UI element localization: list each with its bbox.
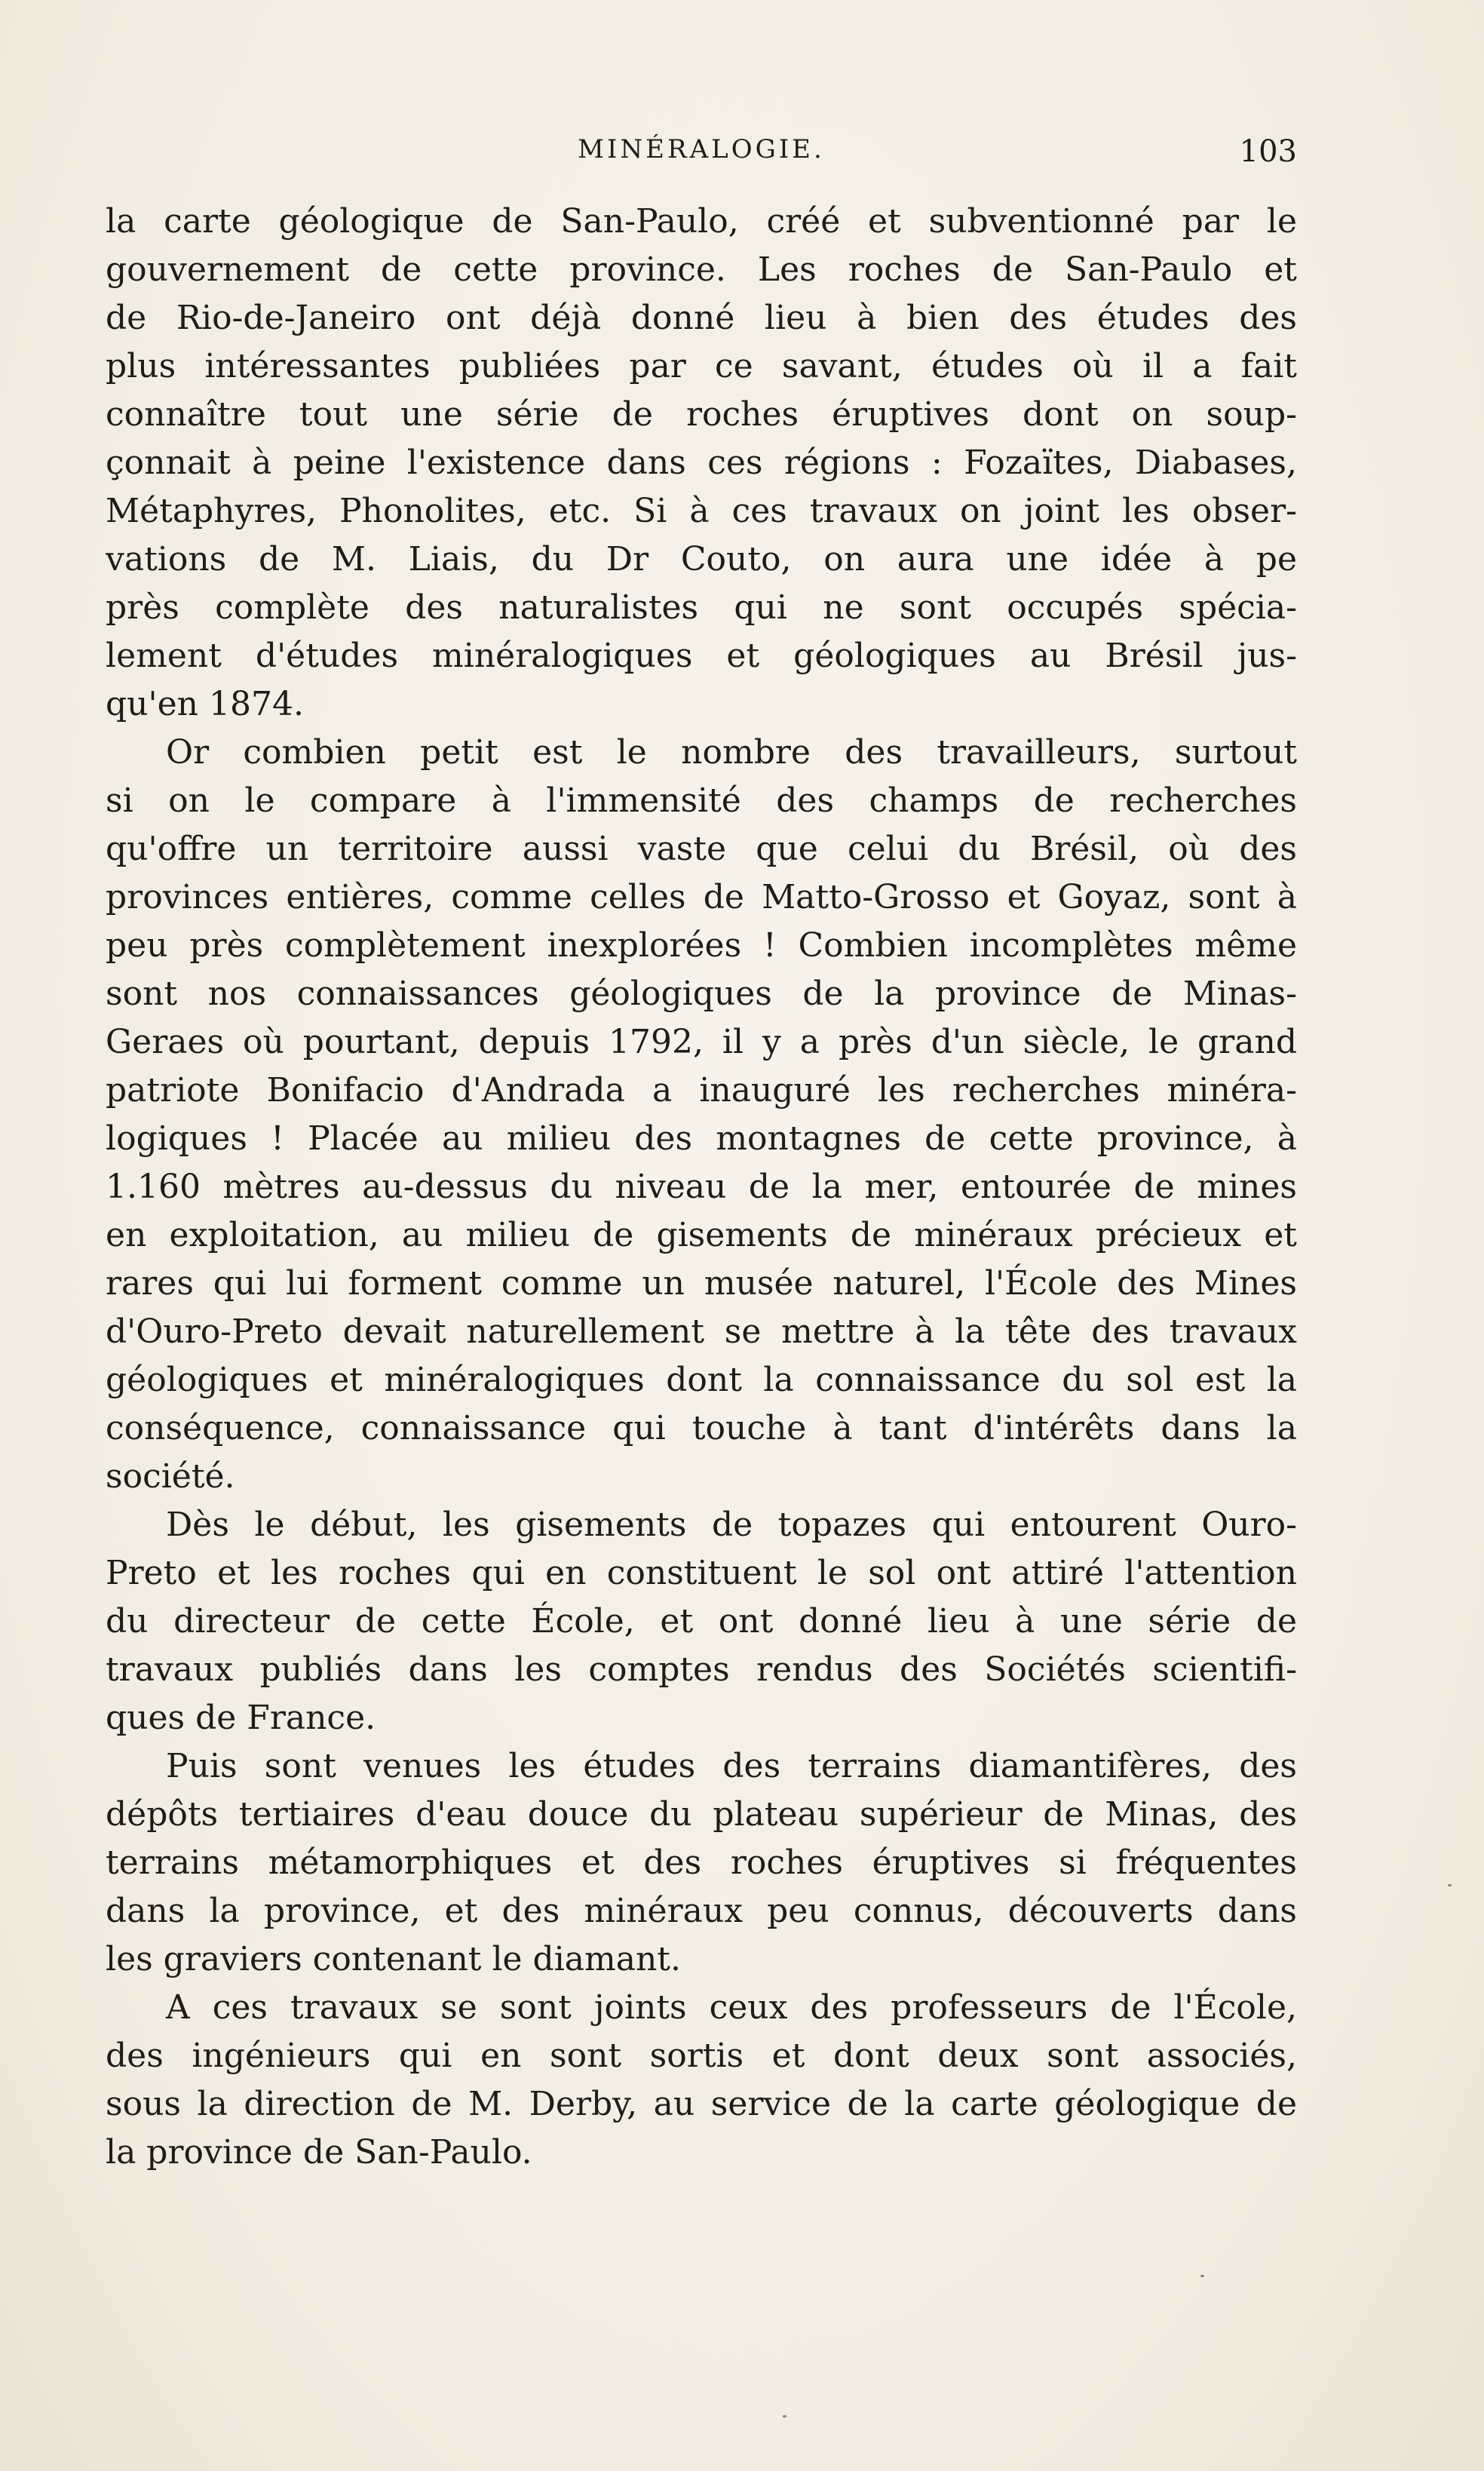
- text-line: provinces entières, comme celles de Matto-Grosso et Goyaz, sont à: [106, 878, 1297, 916]
- text-line: la province de San-Paulo.: [106, 2133, 532, 2172]
- text-line: société.: [106, 1457, 235, 1496]
- text-line: qu'offre un territoire aussi vaste que celui du Brésil, où des: [106, 830, 1297, 868]
- text-line: d'Ouro-Preto devait naturellement se mettre à la tête des travaux: [106, 1312, 1297, 1351]
- text-line: patriote Bonifacio d'Andrada a inauguré les recherches minéra-: [106, 1071, 1297, 1110]
- text-line: des ingénieurs qui en sont sortis et dont deux sont associés,: [106, 2037, 1297, 2075]
- running-title: MINÉRALOGIE.: [578, 134, 825, 164]
- text-line: sous la direction de M. Derby, au service de la carte géologique de: [106, 2085, 1297, 2123]
- text-line: 1.160 mètres au-dessus du niveau de la mer, entourée de mines: [106, 1168, 1297, 1206]
- text-line: rares qui lui forment comme un musée naturel, l'École des Mines: [106, 1264, 1297, 1303]
- text-line: peu près complètement inexplorées ! Combien incomplètes même: [106, 926, 1297, 965]
- text-line: ques de France.: [106, 1699, 376, 1737]
- text-line: en exploitation, au milieu de gisements de minéraux précieux et: [106, 1216, 1297, 1254]
- paper-speck: [1200, 2275, 1204, 2277]
- text-line: lement d'études minéralogiques et géologiques au Brésil jus-: [106, 637, 1297, 675]
- paper-speck: [783, 2415, 786, 2417]
- text-line: conséquence, connaissance qui touche à tant d'intérêts dans la: [106, 1409, 1297, 1447]
- text-line: sont nos connaissances géologiques de la province de Minas-: [106, 975, 1297, 1013]
- text-line: qu'en 1874.: [106, 685, 304, 723]
- text-line: dépôts tertiaires d'eau douce du plateau supérieur de Minas, des: [106, 1795, 1297, 1834]
- text-line: les graviers contenant le diamant.: [106, 1940, 681, 1978]
- text-line: logiques ! Placée au milieu des montagnes de cette province, à: [106, 1119, 1297, 1158]
- text-line: connaître tout une série de roches éruptives dont on soup-: [106, 395, 1297, 434]
- text-line: du directeur de cette École, et ont donné lieu à une série de: [106, 1602, 1297, 1641]
- paragraph-start: Dès le début, les gisements de topazes qui entourent Ouro-: [166, 1506, 1297, 1544]
- text-line: travaux publiés dans les comptes rendus des Sociétés scientifi-: [106, 1650, 1297, 1689]
- text-line: de Rio-de-Janeiro ont déjà donné lieu à bien des études des: [106, 299, 1297, 337]
- body-text: [106, 198, 1297, 2177]
- text-line: dans la province, et des minéraux peu connus, découverts dans: [106, 1892, 1297, 1930]
- paragraph-start: Or combien petit est le nombre des travailleurs, surtout: [166, 733, 1297, 772]
- text-line: géologiques et minéralogiques dont la connaissance du sol est la: [106, 1361, 1297, 1399]
- running-header: [106, 134, 1297, 176]
- paper-speck: [1448, 1884, 1452, 1886]
- text-line: vations de M. Liais, du Dr Couto, on aura une idée à pe: [106, 540, 1297, 579]
- paragraph-start: Puis sont venues les études des terrains diamantifères, des: [166, 1747, 1297, 1785]
- paragraph-start: A ces travaux se sont joints ceux des professeurs de l'École,: [166, 1988, 1297, 2027]
- text-line: terrains métamorphiques et des roches éruptives si fréquentes: [106, 1843, 1297, 1882]
- text-line: Preto et les roches qui en constituent le sol ont attiré l'attention: [106, 1554, 1297, 1592]
- text-line: gouvernement de cette province. Les roches de San-Paulo et: [106, 250, 1297, 289]
- text-line: la carte géologique de San-Paulo, créé et subventionné par le: [106, 202, 1297, 241]
- text-line: Geraes où pourtant, depuis 1792, il y a près d'un siècle, le grand: [106, 1023, 1297, 1061]
- text-line: çonnait à peine l'existence dans ces régions : Fozaïtes, Diabases,: [106, 444, 1297, 482]
- text-line: plus intéressantes publiées par ce savant, études où il a fait: [106, 347, 1297, 385]
- text-line: Métaphyres, Phonolites, etc. Si à ces travaux on joint les obser-: [106, 492, 1297, 530]
- page-number: 103: [1239, 134, 1297, 169]
- text-line: près complète des naturalistes qui ne sont occupés spécia-: [106, 588, 1297, 627]
- text-line: si on le compare à l'immensité des champs de recherches: [106, 781, 1297, 820]
